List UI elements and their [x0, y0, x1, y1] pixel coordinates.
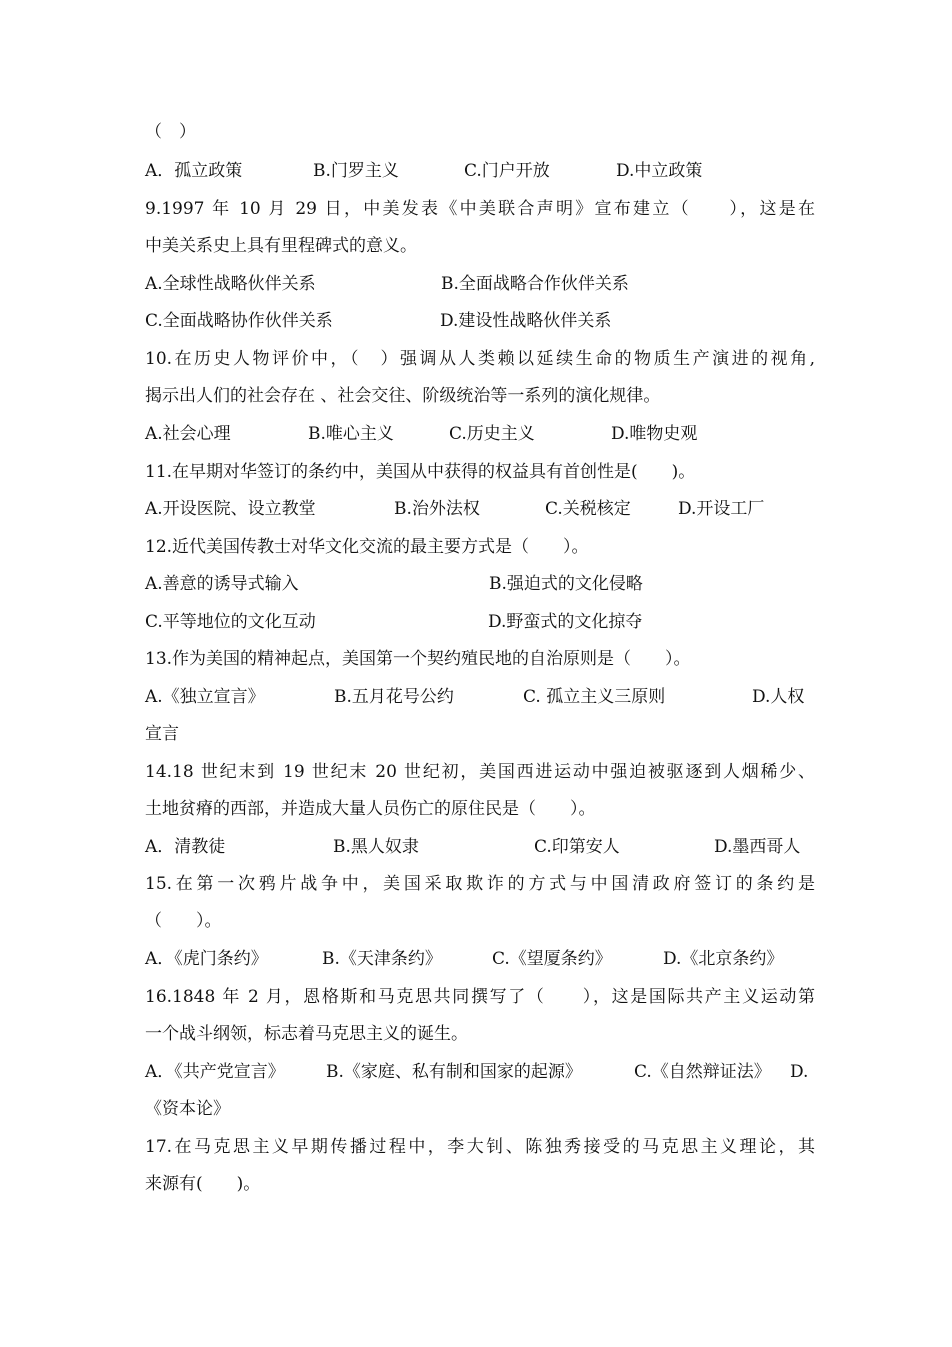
q11-option-c: C.关税核定 — [545, 499, 631, 519]
q14-option-a: A．清教徒 — [145, 837, 226, 857]
q16-option-c: C.《自然辩证法》 — [634, 1062, 771, 1082]
q13-option-b: B.五月花号公约 — [334, 687, 454, 707]
q16-option-b: B.《家庭、私有制和国家的起源》 — [326, 1062, 582, 1082]
q12-option-a: A.善意的诱导式输入 — [145, 574, 299, 594]
q8-option-c: C.门户开放 — [464, 161, 550, 181]
q14-options — [145, 833, 815, 861]
q16-option-a: A．《共产党宣言》 — [145, 1062, 285, 1082]
q8-blank: （ ） — [145, 122, 196, 142]
q15-option-c: C.《望厦条约》 — [492, 949, 612, 969]
q11-option-d: D.开设工厂 — [678, 499, 765, 519]
q10-option-b: B.唯心主义 — [308, 424, 394, 444]
q11-stem-line1: 11.在早期对华签订的条约中，美国从中获得的权益具有首创性是( )。 — [145, 462, 696, 482]
q8-option-d: D.中立政策 — [616, 161, 703, 181]
q14-stem-line2: 土地贫瘠的西部，并造成大量人员伤亡的原住民是（ ）。 — [145, 799, 596, 819]
q15-options — [145, 945, 815, 973]
q10-option-c: C.历史主义 — [449, 424, 535, 444]
q11-options — [145, 495, 815, 523]
q16-option-d: D. — [790, 1062, 809, 1082]
q9-options-row2 — [145, 307, 815, 335]
q16-stem-line2: 一个战斗纲领，标志着马克思主义的诞生。 — [145, 1024, 468, 1044]
q10-option-a: A.社会心理 — [145, 424, 231, 444]
q13-option-d: D.人权 — [752, 687, 805, 707]
q9-option-c: C.全面战略协作伙伴关系 — [145, 311, 333, 331]
q8-option-a: A．孤立政策 — [145, 161, 243, 181]
q15-stem-line2: （ ）。 — [145, 911, 222, 931]
q11-option-b: B.治外法权 — [394, 499, 480, 519]
q9-option-a: A.全球性战略伙伴关系 — [145, 274, 316, 294]
q13-options — [145, 683, 815, 711]
q12-stem-line1: 12.近代美国传教士对华文化交流的最主要方式是（ ）。 — [145, 537, 589, 557]
q14-option-c: C.印第安人 — [534, 837, 620, 857]
q9-options-row1 — [145, 270, 815, 298]
q12-options-row2 — [145, 608, 815, 636]
q15-option-d: D.《北京条约》 — [663, 949, 784, 969]
q16-options — [145, 1058, 815, 1086]
q9-option-b: B.全面战略合作伙伴关系 — [441, 274, 629, 294]
q8-options — [145, 157, 815, 185]
q14-option-b: B.黑人奴隶 — [333, 837, 419, 857]
q15-option-b: B.《天津条约》 — [322, 949, 442, 969]
q13-option-a: A.《独立宣言》 — [145, 687, 265, 707]
q15-option-a: A．《虎门条约》 — [145, 949, 268, 969]
q17-stem-line1: 17.在马克思主义早期传播过程中，李大钊、陈独秀接受的马克思主义理论，其 — [145, 1137, 815, 1157]
q16-stem-line1: 16.1848 年 2 月，恩格斯和马克思共同撰写了（ ），这是国际共产主义运动第 — [145, 987, 815, 1007]
q10-stem-line1: 10.在历史人物评价中，（ ）强调从人类赖以延续生命的物质生产演进的视角, — [145, 349, 815, 369]
q13-stem-line1: 13.作为美国的精神起点，美国第一个契约殖民地的自治原则是（ ）。 — [145, 649, 691, 669]
q16-continuation: 《资本论》 — [145, 1099, 230, 1119]
q11-option-a: A.开设医院、设立教堂 — [145, 499, 316, 519]
q14-option-d: D.墨西哥人 — [714, 837, 801, 857]
q15-stem-line1: 15.在第一次鸦片战争中，美国采取欺诈的方式与中国清政府签订的条约是 — [145, 874, 815, 894]
q9-stem-line1: 9.1997 年 10 月 29 日，中美发表《中美联合声明》宣布建立（ ），这是在 — [145, 199, 815, 219]
q10-stem-line2: 揭示出人们的社会存在 、社会交往、阶级统治等一系列的演化规律。 — [145, 386, 661, 406]
q13-option-c: C. 孤立主义三原则 — [523, 687, 666, 707]
q17-stem-line2: 来源有( )。 — [145, 1174, 261, 1194]
q8-option-b: B.门罗主义 — [313, 161, 399, 181]
q9-option-d: D.建设性战略伙伴关系 — [440, 311, 612, 331]
q12-option-d: D.野蛮式的文化掠夺 — [488, 612, 643, 632]
q10-option-d: D.唯物史观 — [611, 424, 698, 444]
q12-option-b: B.强迫式的文化侵略 — [489, 574, 643, 594]
q14-stem-line1: 14.18 世纪末到 19 世纪末 20 世纪初，美国西进运动中强迫被驱逐到人烟稀少、 — [145, 762, 815, 782]
q10-options — [145, 420, 815, 448]
q13-continuation: 宣言 — [145, 724, 179, 744]
q12-options-row1 — [145, 570, 815, 598]
q12-option-c: C.平等地位的文化互动 — [145, 612, 316, 632]
q9-stem-line2: 中美关系史上具有里程碑式的意义。 — [145, 236, 417, 256]
